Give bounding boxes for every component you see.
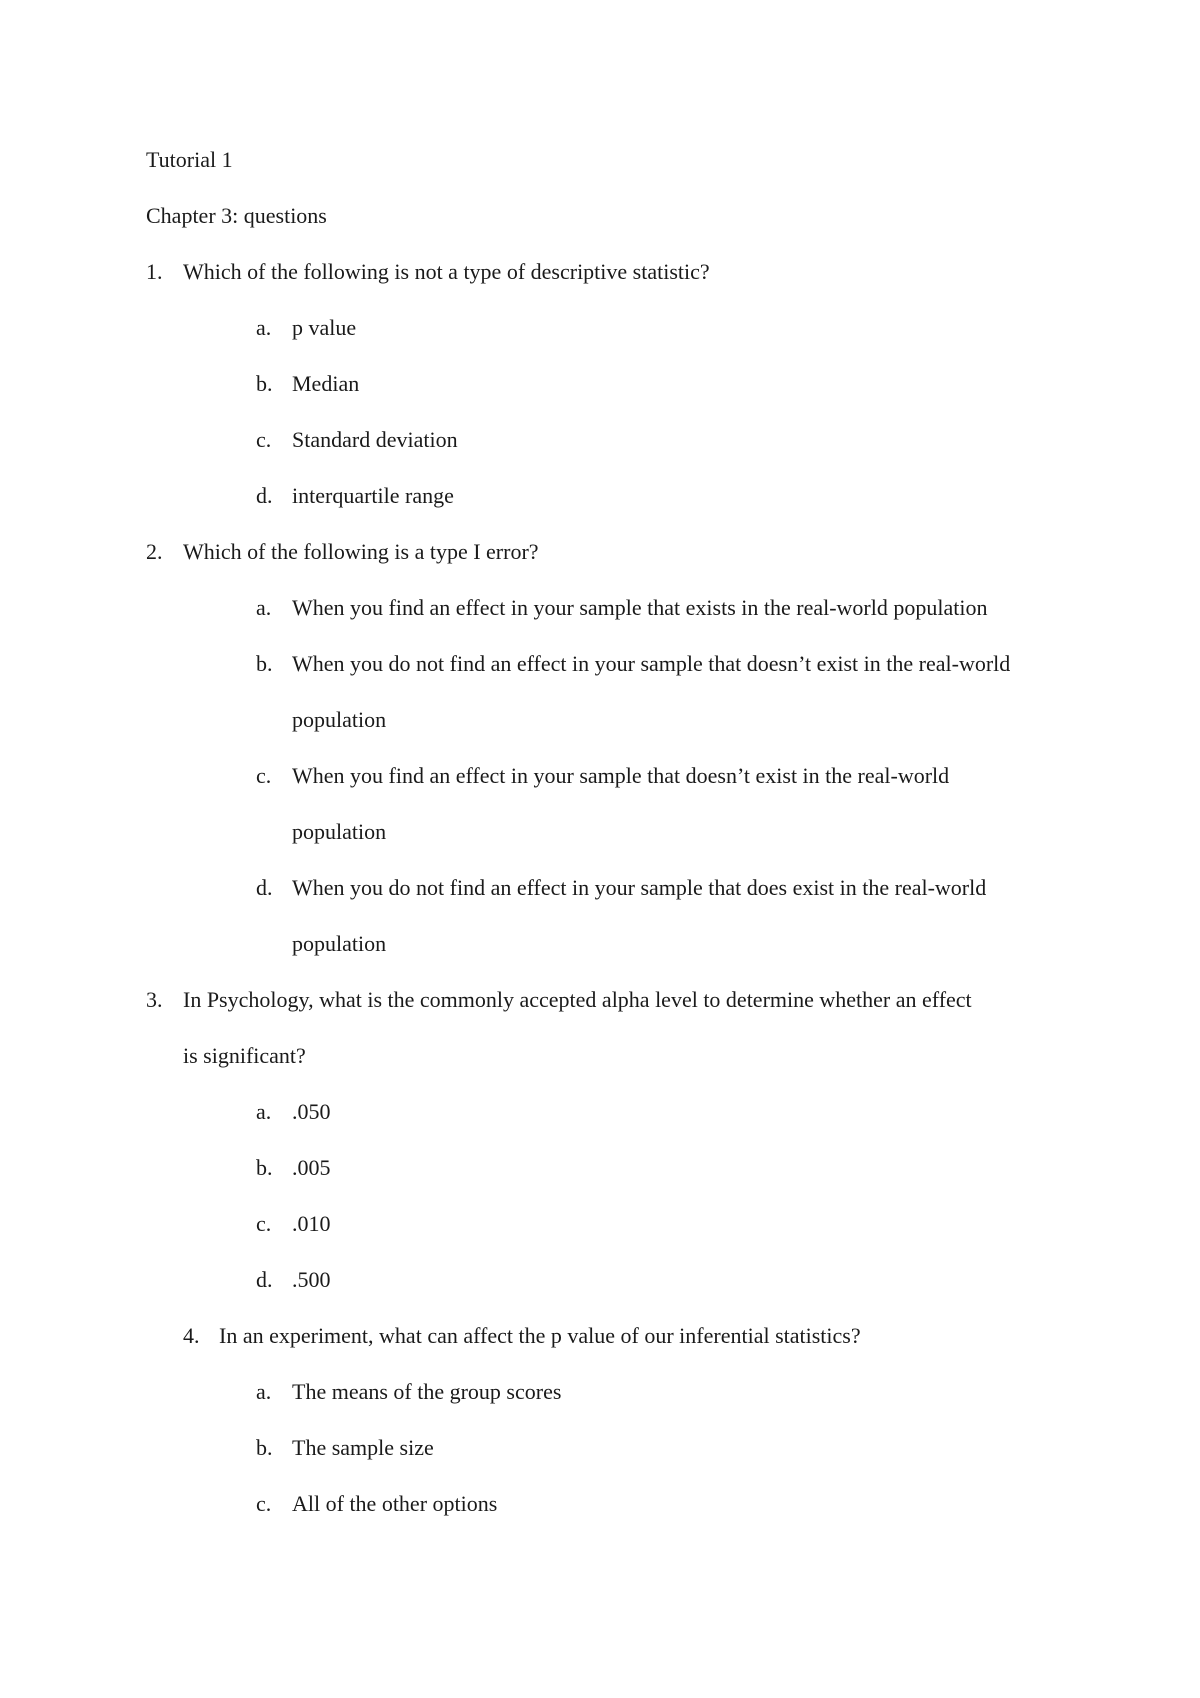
document-subtitle: Chapter 3: questions [146, 203, 327, 228]
option-text: All of the other options [292, 1491, 498, 1516]
option-label: a. [256, 315, 272, 340]
option-text-continued: population [292, 707, 387, 732]
option-text: Standard deviation [292, 427, 458, 452]
question-number: 1. [146, 259, 163, 284]
option-text: .010 [292, 1211, 331, 1236]
option-text-continued: population [292, 819, 387, 844]
option-label: b. [256, 1435, 273, 1460]
question-text-continued: is significant? [183, 1043, 306, 1068]
option-label: b. [256, 651, 273, 676]
document-title: Tutorial 1 [146, 147, 233, 172]
option-text: p value [292, 315, 357, 340]
option-label: d. [256, 483, 273, 508]
question-text: In an experiment, what can affect the p value of our inferential statistics? [219, 1323, 861, 1348]
option-label: d. [256, 1267, 273, 1292]
option-text-continued: population [292, 931, 387, 956]
question-text: Which of the following is not a type of descriptive statistic? [183, 259, 710, 284]
option-text: .500 [292, 1267, 331, 1292]
option-text: Median [292, 371, 360, 396]
option-label: a. [256, 1099, 272, 1124]
option-text: .050 [292, 1099, 331, 1124]
option-label: b. [256, 1155, 273, 1180]
option-text: When you do not find an effect in your sample that does exist in the real-world [292, 875, 987, 900]
option-label: c. [256, 1211, 272, 1236]
question-number: 2. [146, 539, 163, 564]
option-text: When you find an effect in your sample that exists in the real-world population [292, 595, 988, 620]
option-label: c. [256, 427, 272, 452]
question-text: In Psychology, what is the commonly accepted alpha level to determine whether an effect [183, 987, 972, 1012]
option-label: c. [256, 763, 272, 788]
option-label: a. [256, 1379, 272, 1404]
option-text: When you find an effect in your sample that doesn’t exist in the real-world [292, 763, 950, 788]
question-number: 4. [183, 1323, 200, 1348]
option-label: d. [256, 875, 273, 900]
question-text: Which of the following is a type I error? [183, 539, 539, 564]
option-text: interquartile range [292, 483, 454, 508]
option-label: c. [256, 1491, 272, 1516]
question-number: 3. [146, 987, 163, 1012]
option-text: The sample size [292, 1435, 434, 1460]
option-label: b. [256, 371, 273, 396]
option-text: The means of the group scores [292, 1379, 562, 1404]
option-label: a. [256, 595, 272, 620]
option-text: When you do not find an effect in your sample that doesn’t exist in the real-world [292, 651, 1011, 676]
option-text: .005 [292, 1155, 331, 1180]
